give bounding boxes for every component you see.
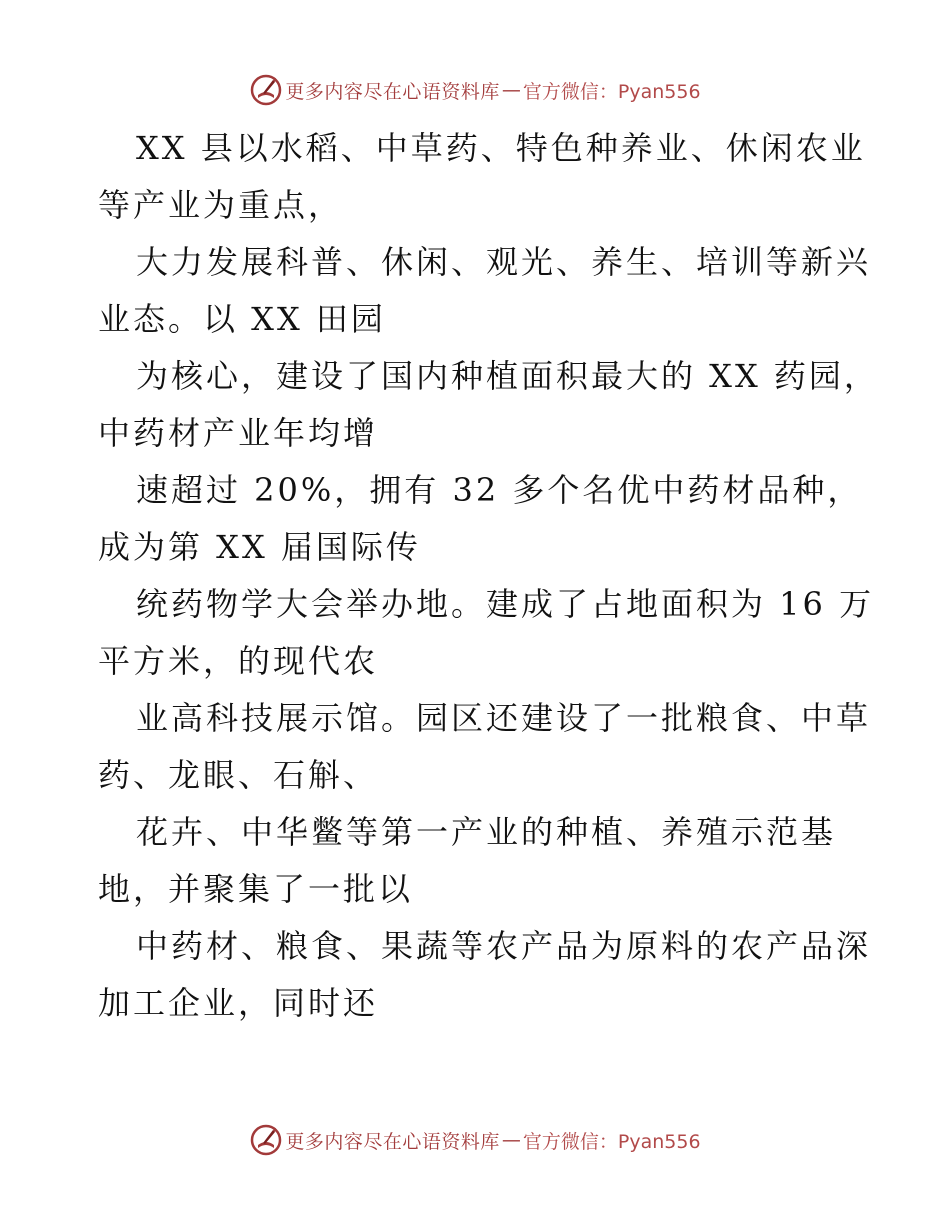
paragraph	[98, 804, 878, 918]
footer-banner	[0, 1120, 950, 1160]
paragraph-line: 为核心，建设了国内种植面积最大的 XX 药园，	[136, 357, 879, 395]
paragraph-line: 大力发展科普、休闲、观光、养生、培训等新兴	[136, 243, 872, 281]
footer-text-left: 更多内容尽在心语资料库	[285, 1130, 500, 1153]
paragraph	[98, 918, 878, 1032]
paragraph-line: 花卉、中华鳖等第一产业的种植、养殖示范基	[136, 813, 837, 851]
book-quill-logo-icon	[249, 73, 283, 107]
paragraph	[98, 576, 878, 690]
paragraph	[98, 234, 878, 348]
body-text	[98, 120, 878, 1032]
footer-dash: —	[501, 1129, 521, 1151]
paragraph	[98, 348, 878, 462]
paragraph-line: 地，并聚集了一批以	[98, 870, 414, 908]
paragraph	[98, 120, 878, 234]
paragraph-line: 药、龙眼、石斛、	[98, 756, 379, 794]
header-dash: —	[501, 79, 521, 101]
header-banner	[0, 70, 950, 110]
header-wechat-text: 官方微信：Pyan556	[522, 80, 701, 103]
paragraph-line: 速超过 20%，拥有 32 多个名优中药材品种，	[136, 471, 863, 509]
paragraph-line: 业高科技展示馆。园区还建设了一批粮食、中草	[136, 699, 872, 737]
paragraph-line: 业态。以 XX 田园	[98, 300, 386, 338]
footer-wechat-text: 官方微信：Pyan556	[522, 1130, 701, 1153]
paragraph-line: 成为第 XX 届国际传	[98, 528, 421, 566]
paragraph-line: 平方米，的现代农	[98, 642, 379, 680]
paragraph	[98, 690, 878, 804]
book-quill-logo-icon	[249, 1123, 283, 1157]
paragraph-line: 统药物学大会举办地。建成了占地面积为 16 万	[136, 585, 875, 623]
paragraph-line: 加工企业，同时还	[98, 984, 379, 1022]
paragraph-line: XX 县以水稻、中草药、特色种养业、休闲农业	[136, 129, 866, 167]
paragraph-line: 等产业为重点，	[98, 186, 344, 224]
paragraph-line: 中药材、粮食、果蔬等农产品为原料的农产品深	[136, 927, 872, 965]
paragraph	[98, 462, 878, 576]
header-text-left: 更多内容尽在心语资料库	[285, 80, 500, 103]
paragraph-line: 中药材产业年均增	[98, 414, 379, 452]
